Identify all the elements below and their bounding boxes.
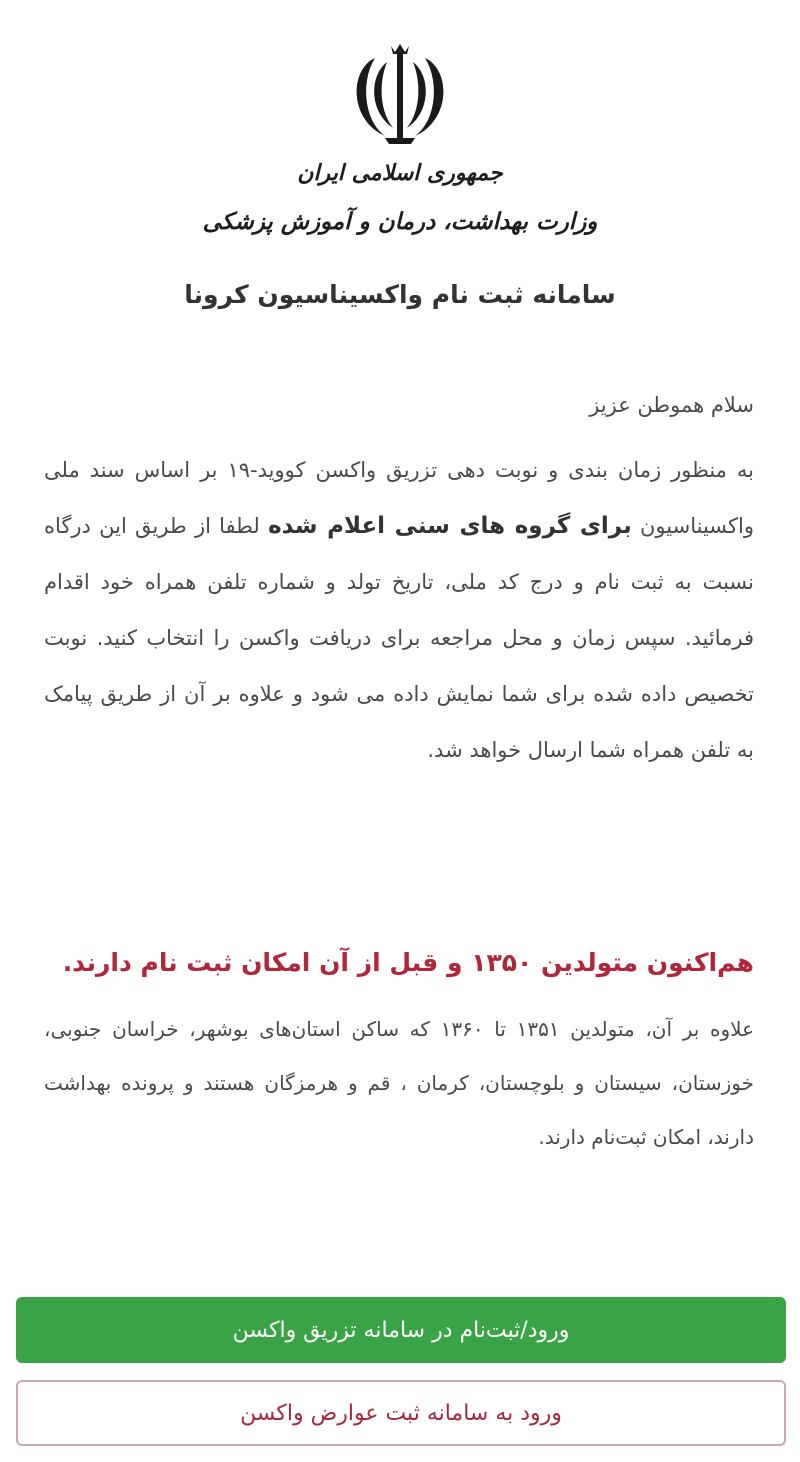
ministry-line1: جمهوری اسلامی ایران <box>297 160 503 186</box>
eligibility-details: علاوه بر آن، متولدین ۱۳۵۱ تا ۱۳۶۰ که ساکن استان‌های بوشهر، خراسان جنوبی، خوزستان، سیستان و بلوچستان، کرمان ، قم و هرمزگان هستند و پرونده بهداشت دارند، امکان ثبت‌نام دارند. <box>44 1017 755 1149</box>
intro-text-part2: لطفا از طریق این درگاه نسبت به ثبت نام و درج کد ملی، تاریخ تولد و شماره تلفن همراه خود اقدام فرمائید. سپس زمان و محل مراجعه برای دریافت واکسن را انتخاب کنید. نوبت تخصیص داده شده برای شما نمایش داده می شود و علاوه بر آن از طریق پیامک به تلفن همراه شما ارسال خواهد شد. <box>44 514 754 762</box>
greeting-text: سلام هموطن عزیز <box>589 393 754 417</box>
eligibility-alert: هم‌اکنون متولدین ۱۳۵۰ و قبل از آن امکان ثبت نام دارند. <box>62 948 754 977</box>
intro-text-part1: به منظور زمان بندی و نوبت دهی تزریق واکسن کووید-۱۹ بر اساس سند ملی واکسیناسیون <box>44 458 754 538</box>
vaccine-side-effects-login-button[interactable]: ورود به سامانه ثبت عوارض واکسن <box>16 1380 786 1446</box>
vaccine-injection-login-button[interactable]: ورود/ثبت‌نام در سامانه تزریق واکسن <box>16 1297 786 1363</box>
intro-bold-age-groups: برای گروه های سنی اعلام شده <box>268 513 632 539</box>
ministry-line2: وزارت بهداشت، درمان و آموزش پزشکی <box>202 208 598 235</box>
page-title: سامانه ثبت نام واکسیناسیون کرونا <box>184 280 616 309</box>
iran-emblem-icon <box>300 40 500 150</box>
intro-paragraph <box>44 442 754 778</box>
